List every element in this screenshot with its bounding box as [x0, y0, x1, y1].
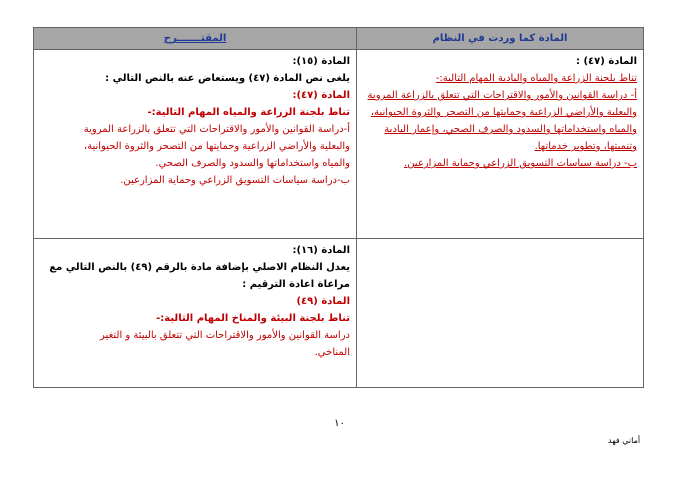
- proposed-amend-line1: يعدل النظام الاصلي بإضافة مادة بالرقم (٤٩) بالنص التالي مع: [49, 262, 350, 273]
- current-item-a-line4: وتنميتها، وتطوير خدماتها.: [534, 141, 637, 152]
- header-current: المادة كما وردت في النظام: [357, 28, 644, 50]
- table-row: [34, 239, 644, 388]
- comparison-table: [33, 27, 644, 388]
- proposed-item-a-line3: والمياه واستخداماتها والسدود والصرف الصحي.: [155, 158, 350, 169]
- proposed-new-article: المادة (٤٩): [296, 296, 350, 307]
- proposed-article-title: المادة (١٦):: [292, 245, 350, 256]
- proposed-intro: تناط بلجنة الزراعة والمياه المهام التالية:-: [147, 107, 350, 118]
- proposed-repeal-line: يلغى نص المادة (٤٧) ويستعاض عنه بالنص التالي :: [105, 73, 350, 84]
- proposed-body-line1: دراسة القوانين والأمور والاقتراحات التي تتعلق بالبيئة و التغير: [100, 330, 350, 341]
- page-number: ١٠: [334, 418, 345, 429]
- author-name: أماني فهد: [608, 436, 641, 445]
- current-text-cell: [357, 50, 644, 239]
- current-item-a-line1: أ- دراسة القوانين والأمور والاقتراحات التي تتعلق بالزراعة المروية: [367, 90, 637, 101]
- table-row: [34, 50, 644, 239]
- proposed-item-a-line1: أ-دراسة القوانين والأمور والاقتراحات التي تتعلق بالزراعة المروية: [83, 124, 350, 135]
- proposed-amend-line2: مراعاة اعادة الترقيم :: [242, 279, 350, 290]
- proposed-intro: تناط بلجنة البيئة والمناخ المهام التالية:-: [156, 313, 350, 324]
- proposed-item-b: ب-دراسة سياسات التسويق الزراعي وحماية المزارعين.: [120, 175, 350, 186]
- current-empty-cell: [357, 239, 644, 388]
- current-item-a-line3: والمياه واستخداماتها والسدود والصرف الصحي، وإعمار البادية: [384, 124, 637, 135]
- proposed-item-a-line2: والبعلية والأراضي الزراعية وحمايتها من التصحر والثروة الحيوانية،: [83, 141, 350, 152]
- proposed-text-cell: [34, 50, 357, 239]
- proposed-new-article: المادة (٤٧):: [292, 90, 350, 101]
- header-proposed: المقتـــــــرح: [34, 28, 357, 50]
- proposed-article-title: المادة (١٥):: [292, 56, 350, 67]
- current-item-a-line2: والبعلية والأراضي الزراعية وحمايتها من التصحر والثروة الحيوانية،: [370, 107, 637, 118]
- current-intro: تناط بلجنة الزراعة والمياه والبادية المهام التالية:-: [435, 73, 637, 84]
- proposed-body-line2: المناخي.: [314, 347, 350, 358]
- current-article-title: المادة (٤٧) :: [575, 56, 637, 67]
- proposed-text-cell: [34, 239, 357, 388]
- table-header-row: [34, 28, 644, 50]
- current-item-b: ب- دراسة سياسات التسويق الزراعي وحماية المزارعين.: [404, 158, 637, 169]
